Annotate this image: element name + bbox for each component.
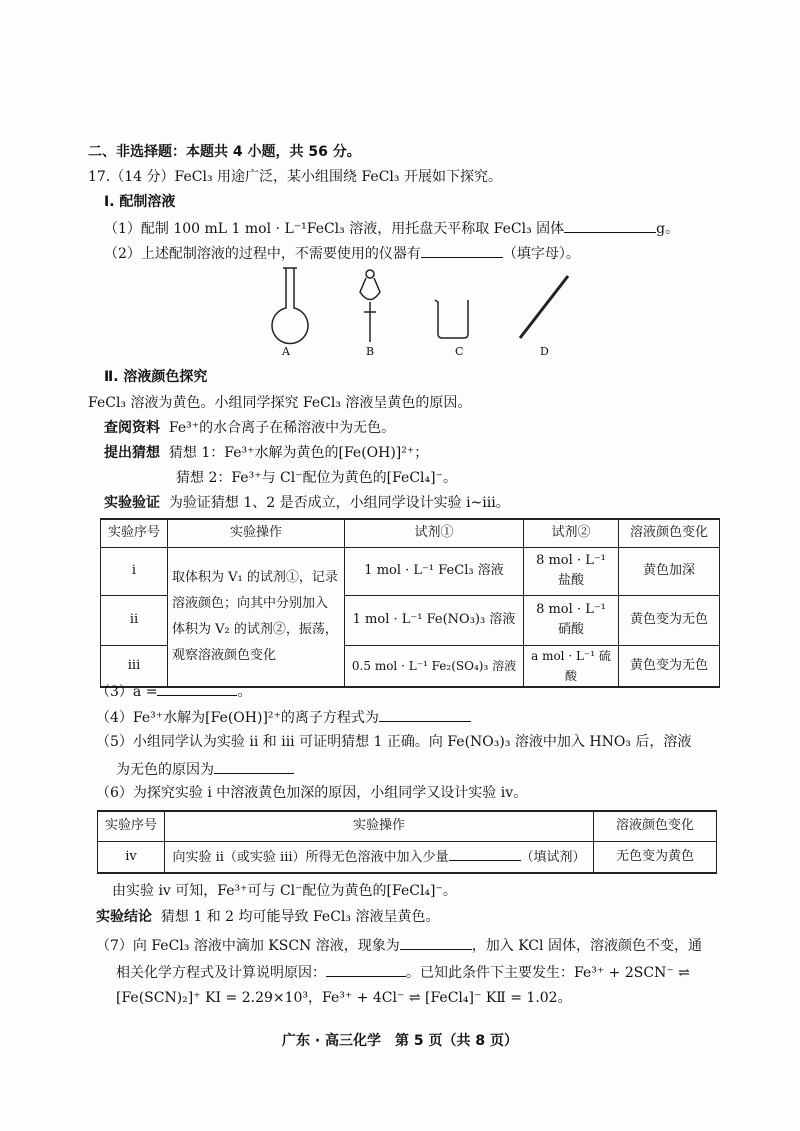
- answer-blank[interactable]: [326, 962, 406, 977]
- question-3: [96, 681, 251, 701]
- q1-text: （1）配制 100 mL 1 mol · L⁻¹FeCl₃ 溶液，用托盘天平称取 FeCl₃ 固体: [104, 221, 565, 237]
- question-6: （6）为探究实验 i 中溶液黄色加深的原因，小组同学又设计实验 iv。: [96, 785, 528, 801]
- row-id: ii: [101, 595, 168, 645]
- q7-text: 相关化学方程式及计算说明原因：: [116, 965, 326, 981]
- table-header: 实验序号: [101, 519, 168, 547]
- table-header: 实验操作: [168, 519, 345, 547]
- operation-cell: [165, 841, 594, 873]
- experiment-table-1: [100, 518, 720, 688]
- q2-text: （2）上述配制溶液的过程中，不需要使用的仪器有: [104, 246, 421, 262]
- color-cell: 无色变为黄色: [594, 841, 717, 873]
- answer-blank[interactable]: [214, 759, 294, 774]
- verify-text: 为验证猜想 1、2 是否成立，小组同学设计实验 i~iii。: [168, 495, 510, 511]
- question-5-line1: （5）小组同学认为实验 ii 和 iii 可证明猜想 1 正确。向 Fe(NO₃)₃ 溶液中加入 HNO₃ 后，溶液: [96, 734, 692, 750]
- apparatus-figure: [250, 262, 580, 347]
- question-stem: 17.（14 分）FeCl₃ 用途广泛，某小组围绕 FeCl₃ 开展如下探究。: [88, 169, 502, 185]
- color-cell: 黄色变为无色: [619, 595, 720, 645]
- reference: [104, 419, 395, 437]
- table-header: 实验操作: [165, 811, 594, 841]
- question-4: [96, 707, 471, 727]
- color-cell: 黄色变为无色: [619, 645, 720, 687]
- beaker-icon: [435, 300, 468, 338]
- reagent1-cell: 1 mol · L⁻¹ Fe(NO₃)₃ 溶液: [345, 595, 524, 645]
- answer-blank[interactable]: [400, 935, 472, 950]
- row-id: iv: [98, 841, 165, 873]
- apparatus-label-d: D: [540, 345, 549, 358]
- question-7-line1: [96, 935, 702, 955]
- verify-label: 实验验证: [104, 495, 160, 511]
- table-row: [101, 547, 720, 595]
- separatory-funnel-icon: [360, 270, 380, 342]
- hyp-label: 提出猜想: [104, 445, 160, 461]
- hyp1-text: 猜想 1：Fe³⁺水解为黄色的[Fe(OH)]²⁺；: [168, 445, 429, 461]
- experiment-table-2: [97, 810, 717, 874]
- operation-tail: （填试剂）: [520, 849, 586, 865]
- glass-rod-icon: [520, 276, 568, 338]
- answer-blank[interactable]: [564, 218, 656, 233]
- q7-text: （7）向 FeCl₃ 溶液中滴加 KSCN 溶液，现象为: [96, 938, 400, 954]
- section-title: 二、非选择题：本题共 4 小题，共 56 分。: [88, 144, 361, 160]
- row-id: iii: [101, 645, 168, 687]
- conclusion-text: 猜想 1 和 2 均可能导致 FeCl₃ 溶液呈黄色。: [160, 909, 440, 925]
- reagent2-cell: 8 mol · L⁻¹ 硝酸: [524, 595, 619, 645]
- part1-title: Ⅰ. 配制溶液: [104, 194, 176, 210]
- q2-tail: （填字母）。: [502, 246, 580, 262]
- verification: [104, 494, 510, 512]
- question-1: [104, 218, 679, 238]
- q5-text: 为无色的原因为: [116, 762, 214, 778]
- table-header: 实验序号: [98, 811, 165, 841]
- question-7-line2: [116, 962, 690, 982]
- ref-label: 查阅资料: [104, 420, 160, 436]
- question-7-line3: [Fe(SCN)₂]⁺ KⅠ = 2.29×10³，Fe³⁺ + 4Cl⁻ ⇌ [FeCl₄]⁻ KⅡ = 1.02。: [116, 990, 572, 1006]
- table-header: 溶液颜色变化: [619, 519, 720, 547]
- q4-text: （4）Fe³⁺水解为[Fe(OH)]²⁺的离子方程式为: [96, 710, 379, 726]
- answer-blank[interactable]: [157, 681, 237, 696]
- q3-tail: 。: [237, 684, 252, 700]
- answer-blank[interactable]: [449, 846, 521, 861]
- page-footer: 广东 · 高三化学 第 5 页（共 8 页）: [281, 1033, 519, 1049]
- reagent2-cell: 8 mol · L⁻¹ 盐酸: [524, 547, 619, 595]
- part2-title: Ⅱ. 溶液颜色探究: [104, 369, 208, 385]
- apparatus-label-c: C: [455, 345, 464, 358]
- row-id: i: [101, 547, 168, 595]
- apparatus-label-a: A: [282, 345, 290, 358]
- hypothesis-2: 猜想 2：Fe³⁺与 Cl⁻配位为黄色的[FeCl₄]⁻。: [176, 470, 457, 486]
- reagent1-cell: 1 mol · L⁻¹ FeCl₃ 溶液: [345, 547, 524, 595]
- ref-text: Fe³⁺的水合离子在稀溶液中为无色。: [168, 420, 396, 436]
- conclusion: [96, 908, 439, 926]
- table-header: 溶液颜色变化: [594, 811, 717, 841]
- intro: FeCl₃ 溶液为黄色。小组同学探究 FeCl₃ 溶液呈黄色的原因。: [88, 395, 472, 411]
- volumetric-flask-icon: [272, 268, 308, 344]
- table-header: 试剂②: [524, 519, 619, 547]
- operation-text: 向实验 ii（或实验 iii）所得无色溶液中加入少量: [172, 849, 449, 865]
- apparatus-label-b: B: [366, 345, 375, 358]
- question-2: [104, 243, 580, 263]
- q1-unit: g。: [656, 221, 680, 237]
- q7-text: 。已知此条件下主要发生：Fe³⁺ + 2SCN⁻ ⇌: [406, 965, 690, 981]
- reagent2-cell: a mol · L⁻¹ 硫酸: [524, 645, 619, 687]
- reagent1-cell: 0.5 mol · L⁻¹ Fe₂(SO₄)₃ 溶液: [345, 645, 524, 687]
- table-row: [98, 841, 717, 873]
- question-5-line2: [116, 759, 294, 779]
- color-cell: 黄色加深: [619, 547, 720, 595]
- after-iv: 由实验 iv 可知，Fe³⁺可与 Cl⁻配位为黄色的[FeCl₄]⁻。: [112, 883, 457, 899]
- answer-blank[interactable]: [379, 707, 471, 722]
- conclusion-label: 实验结论: [96, 909, 152, 925]
- table-header: 试剂①: [345, 519, 524, 547]
- operation-cell: 取体积为 V₁ 的试剂①，记录溶液颜色；向其中分别加入体积为 V₂ 的试剂②，振荡，观察溶液颜色变化: [168, 547, 345, 687]
- q7-text: ，加入 KCl 固体，溶液颜色不变，通: [471, 938, 702, 954]
- q3-text: （3）a =: [96, 684, 158, 700]
- hypothesis-1: [104, 444, 428, 462]
- answer-blank[interactable]: [421, 243, 503, 258]
